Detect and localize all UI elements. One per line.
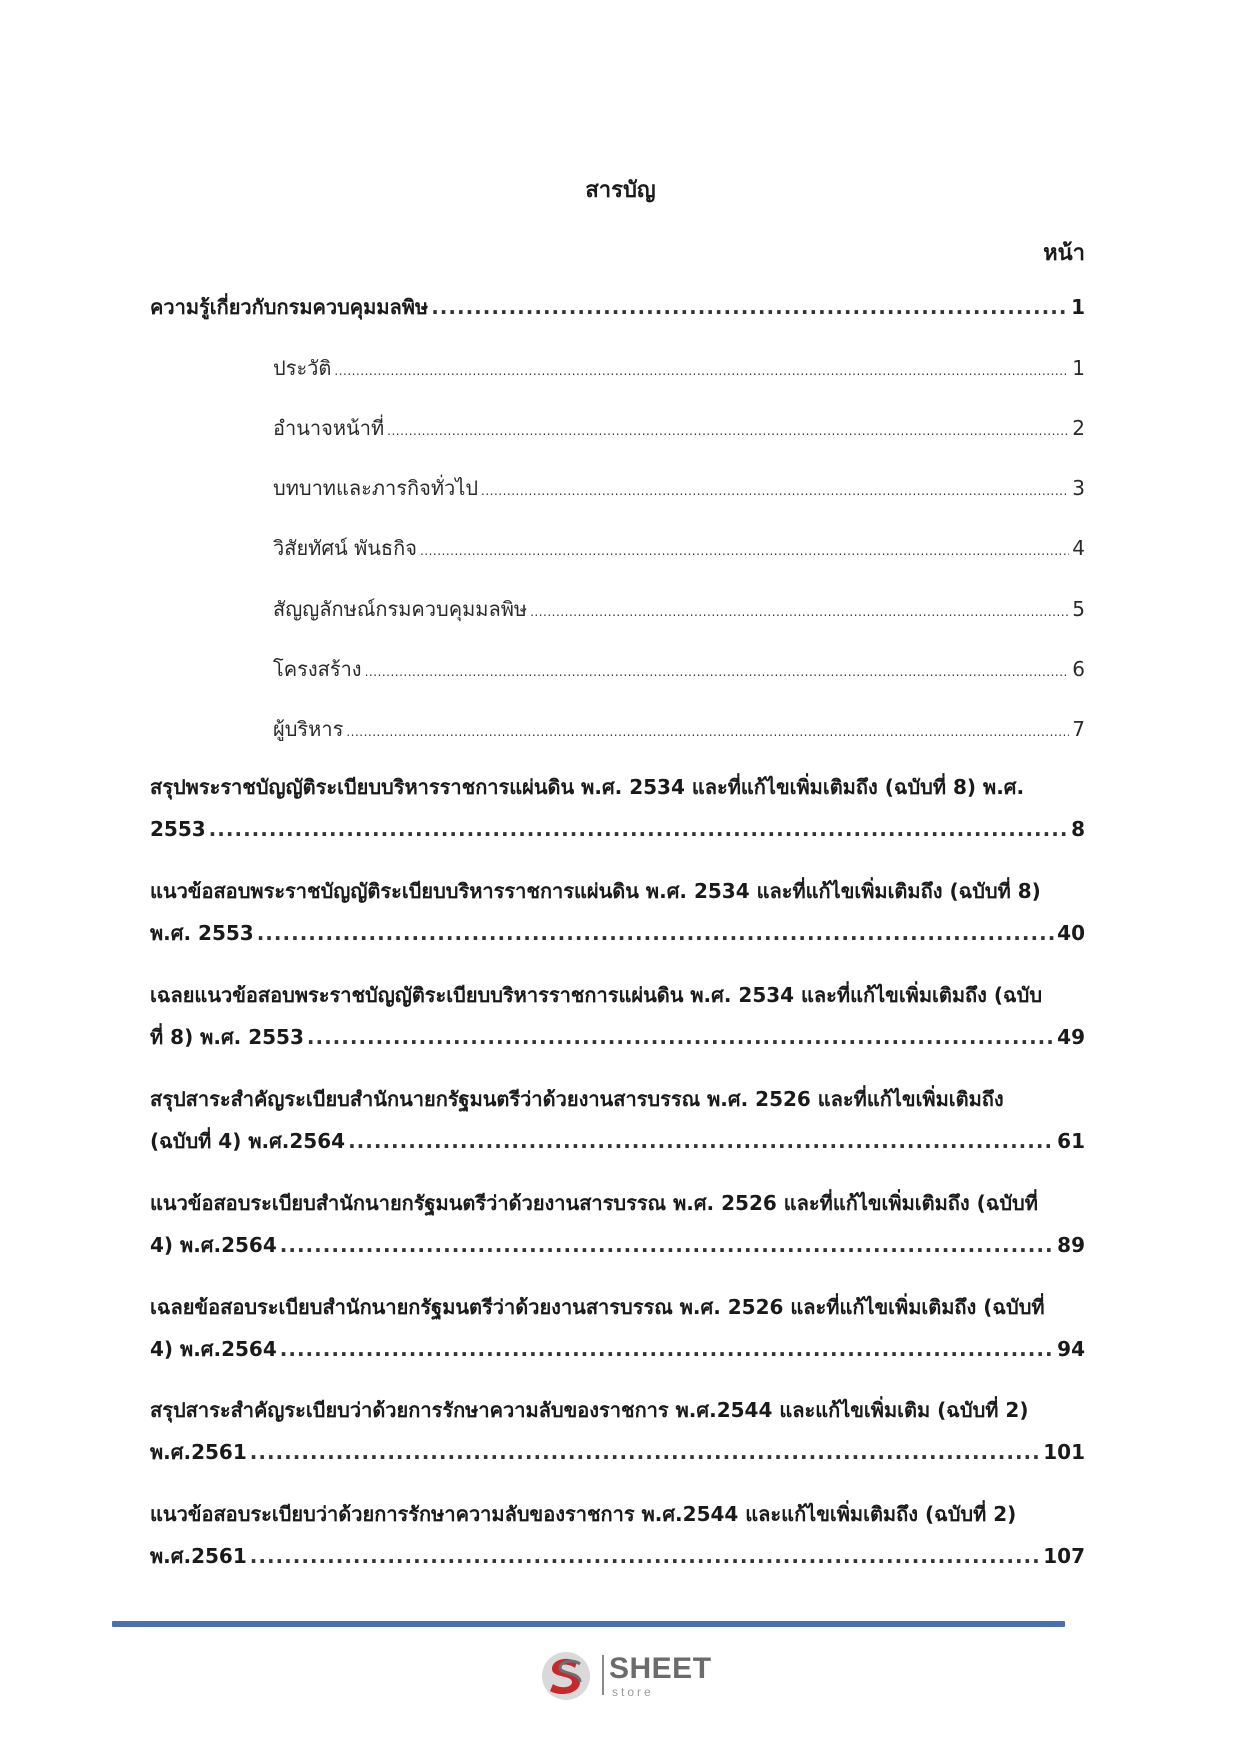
dot-leader <box>250 1436 1041 1468</box>
dot-leader <box>334 355 1069 384</box>
toc-subentry[interactable] <box>273 713 1085 745</box>
dot-leader <box>280 1333 1054 1365</box>
toc-entry-title: สรุปสาระสำคัญระเบียบสำนักนายกรัฐมนตรีว่าด้วยงานสารบรรณ พ.ศ. 2526 และที่แก้ไขเพิ่มเติมถึง <box>150 1087 1004 1111</box>
toc-entry-title-cont: 4) พ.ศ.2564 <box>150 1233 277 1257</box>
toc-entry-title-cont: พ.ศ.2561 <box>150 1440 247 1464</box>
dot-leader <box>250 1540 1041 1572</box>
toc-subentry[interactable] <box>273 653 1085 685</box>
toc-entry-title: ผู้บริหาร <box>273 717 344 741</box>
dot-leader <box>530 596 1069 625</box>
toc-entry-title-cont: (ฉบับที่ 4) พ.ศ.2564 <box>150 1129 346 1153</box>
toc-entry-page: 3 <box>1072 476 1085 500</box>
toc-entry-page: 2 <box>1072 416 1085 440</box>
dot-leader <box>365 656 1070 685</box>
toc-entry-title: อำนาจหน้าที่ <box>273 416 385 440</box>
toc-entry-page: 61 <box>1057 1129 1085 1153</box>
toc-entry-title: สัญญลักษณ์กรมควบคุมมลพิษ <box>273 597 528 621</box>
dot-leader <box>346 716 1069 745</box>
toc-entry-page: 94 <box>1057 1337 1085 1361</box>
toc-entry-page: 89 <box>1057 1233 1085 1257</box>
toc-subentry[interactable] <box>273 532 1085 564</box>
dot-leader <box>431 291 1068 323</box>
toc-entry-title-cont: 2553 <box>150 817 206 841</box>
toc-entry-page: 1 <box>1072 356 1085 380</box>
toc-subentry[interactable] <box>273 352 1085 384</box>
toc-entry-title: วิสัยทัศน์ พันธกิจ <box>273 536 417 560</box>
toc-entry-title: สรุปสาระสำคัญระเบียบว่าด้วยการรักษาความลับของราชการ พ.ศ.2544 และแก้ไขเพิ่มเติม (ฉบับที่ 2) <box>150 1398 1029 1422</box>
dot-leader <box>420 535 1069 564</box>
dot-leader <box>257 917 1054 949</box>
toc-entry-title: แนวข้อสอบระเบียบสำนักนายกรัฐมนตรีว่าด้วยงานสารบรรณ พ.ศ. 2526 และที่แก้ไขเพิ่มเติมถึง (ฉบับที่ <box>150 1191 1038 1215</box>
toc-subentry[interactable] <box>273 593 1085 625</box>
toc-entry-title: โครงสร้าง <box>273 657 362 681</box>
toc-entry-page: 4 <box>1072 536 1085 560</box>
toc-entry-title: ประวัติ <box>273 356 332 380</box>
toc-entry-title-cont: 4) พ.ศ.2564 <box>150 1337 277 1361</box>
toc-entry-title: ความรู้เกี่ยวกับกรมควบคุมมลพิษ <box>150 295 429 319</box>
page-column-header: หน้า <box>1043 241 1085 266</box>
logo-subtext: store <box>612 1685 654 1699</box>
dot-leader <box>307 1021 1054 1053</box>
dot-leader <box>387 415 1069 444</box>
toc-entry-page: 5 <box>1072 597 1085 621</box>
toc-entry-title: บทบาทและภารกิจทั่วไป <box>273 476 479 500</box>
footer-rule <box>112 1621 1065 1627</box>
toc-entry-page: 1 <box>1071 295 1085 319</box>
toc-entry-title-cont: พ.ศ. 2553 <box>150 921 254 945</box>
toc-entry-title: เฉลยแนวข้อสอบพระราชบัญญัติระเบียบบริหารราชการแผ่นดิน พ.ศ. 2534 และที่แก้ไขเพิ่มเติมถึง (ฉบับ <box>150 983 1043 1007</box>
logo-separator <box>602 1655 604 1695</box>
toc-entry-title-cont: ที่ 8) พ.ศ. 2553 <box>150 1025 304 1049</box>
dot-leader <box>209 813 1068 845</box>
toc-entry-page: 7 <box>1072 717 1085 741</box>
toc-subentry[interactable] <box>273 412 1085 444</box>
toc-entry-page: 49 <box>1057 1025 1085 1049</box>
logo-wordmark: SHEET <box>609 1652 712 1685</box>
toc-subentry[interactable] <box>273 472 1085 504</box>
dot-leader <box>348 1125 1054 1157</box>
toc-entry-page: 40 <box>1057 921 1085 945</box>
toc-entry-title-cont: พ.ศ.2561 <box>150 1544 247 1568</box>
toc-entry-title: แนวข้อสอบระเบียบว่าด้วยการรักษาความลับของราชการ พ.ศ.2544 และแก้ไขเพิ่มเติมถึง (ฉบับที่ 2) <box>150 1502 1017 1526</box>
toc-entry-page: 107 <box>1043 1544 1085 1568</box>
dot-leader <box>481 475 1069 504</box>
toc-entry-title: สรุปพระราชบัญญัติระเบียบบริหารราชการแผ่นดิน พ.ศ. 2534 และที่แก้ไขเพิ่มเติมถึง (ฉบับที่ 8) พ.ศ. <box>150 775 1025 799</box>
toc-entry-page: 6 <box>1072 657 1085 681</box>
page-title: สารบัญ <box>585 178 656 203</box>
toc-entry-title: แนวข้อสอบพระราชบัญญัติระเบียบบริหารราชการแผ่นดิน พ.ศ. 2534 และที่แก้ไขเพิ่มเติมถึง (ฉบับที่ 8) <box>150 879 1041 903</box>
toc-entry[interactable] <box>150 291 1085 323</box>
toc-entry-title: เฉลยข้อสอบระเบียบสำนักนายกรัฐมนตรีว่าด้วยงานสารบรรณ พ.ศ. 2526 และที่แก้ไขเพิ่มเติมถึง (ฉบับที่ <box>150 1295 1045 1319</box>
dot-leader <box>280 1229 1054 1261</box>
toc-entry-page: 101 <box>1043 1440 1085 1464</box>
toc-entry-page: 8 <box>1071 817 1085 841</box>
